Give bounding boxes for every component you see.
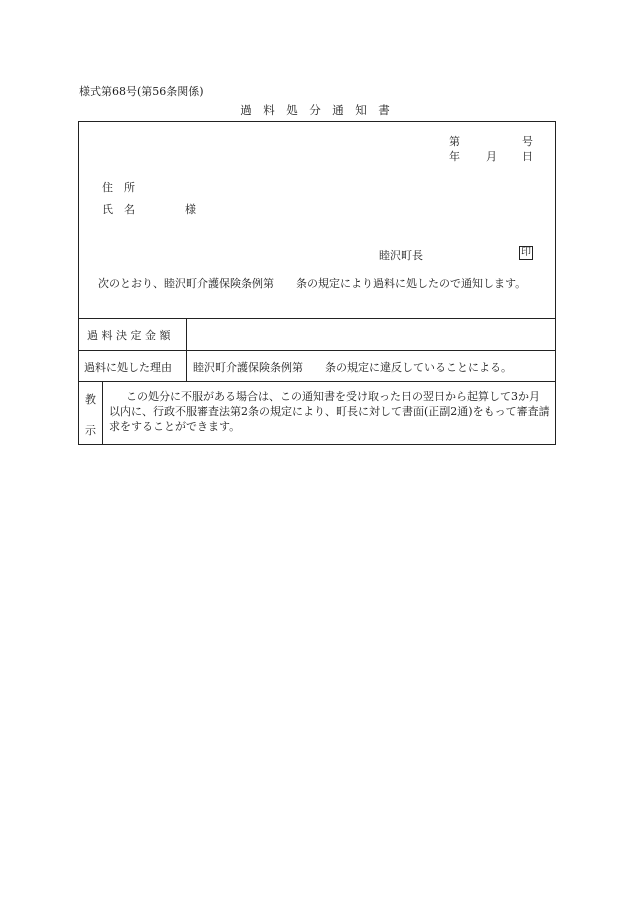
label-column-divider	[186, 318, 187, 381]
instruction-label-top: 教	[85, 393, 96, 406]
honorific: 様	[185, 203, 196, 216]
reason-value: 睦沢町介護保険条例第 条の規定に違反していることによる。	[193, 361, 512, 374]
address-label: 住 所	[102, 181, 135, 194]
reason-label: 過料に処した理由	[84, 361, 172, 374]
date-year: 年	[449, 150, 460, 163]
date-day: 日	[522, 150, 533, 163]
instruction-label-bottom: 示	[85, 424, 96, 437]
number-prefix: 第	[449, 135, 460, 148]
issuer-name: 睦沢町長	[379, 249, 423, 262]
seal-mark: 印	[521, 247, 531, 258]
document-title: 過 料 処 分 通 知 書	[240, 103, 390, 117]
divider-reason-top	[78, 350, 556, 351]
form-number: 様式第68号(第56条関係)	[79, 85, 204, 98]
divider-amount-top	[78, 318, 556, 319]
date-month: 月	[486, 150, 497, 163]
number-suffix: 号	[522, 135, 533, 148]
name-label: 氏 名	[102, 203, 135, 216]
amount-label: 過 料 決 定 金 額	[87, 329, 171, 342]
divider-instruction-top	[78, 381, 556, 382]
instruction-label-divider	[102, 381, 103, 445]
notice-body-text: 次のとおり、睦沢町介護保険条例第 条の規定により過料に処したので通知します。	[98, 277, 527, 290]
instruction-text: この処分に不服がある場合は、この通知書を受け取った日の翌日から起算して3か月以内に、行政不服審査法第2条の規定により、町長に対して書面(正副2通)をもって審査請求をすることができます。	[109, 390, 550, 433]
